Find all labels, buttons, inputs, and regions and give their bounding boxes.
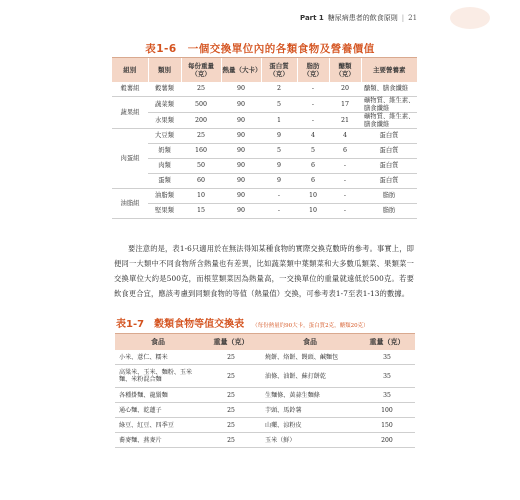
table-row xyxy=(112,204,417,219)
weight-cell: 25 xyxy=(201,418,261,433)
weight-cell: 35 xyxy=(359,350,415,365)
food-cell: 玉米（鮮） xyxy=(261,433,359,448)
fat-cell: 4 xyxy=(297,129,329,144)
category-cell: 油脂類 xyxy=(148,189,181,204)
col-header-weight-1: 重量（克） xyxy=(201,334,261,351)
table-row xyxy=(112,189,417,204)
grain-exchange-table xyxy=(115,333,415,448)
weight-cell: 25 xyxy=(201,388,261,403)
weight-cell: 200 xyxy=(359,433,415,448)
kcal-cell: 90 xyxy=(221,144,261,159)
weight-cell: 160 xyxy=(181,144,221,159)
protein-cell: - xyxy=(261,189,297,204)
nutrient-cell: 礦物質、維生素、膳食纖維 xyxy=(361,97,417,113)
table-row xyxy=(115,388,415,403)
kcal-cell: 90 xyxy=(221,97,261,113)
col-header-food-1: 食品 xyxy=(115,334,201,351)
table-row xyxy=(112,159,417,174)
table2-header-row xyxy=(115,334,415,351)
paragraph-text: 要注意的是，表1-6只適用於在無法得知某種食物的實際交換克數時的參考。事實上，即便同一大類中不同食物所含熱量也有差異，比如蔬菜類中葉類菜和大多數瓜類菜、果類菜一交換單位大約是500克，而根莖類菜因為熱量高，一交換單位的重量就遠低於500克。若要飲食更合宜，應該考慮到同類食物的等值（熱量值）交換，可參考表1-7至表1-13的數據。 xyxy=(114,244,414,298)
nutrient-cell: 脂肪 xyxy=(361,189,417,204)
nutrient-cell: 蛋白質 xyxy=(361,159,417,174)
col-header-category: 類別 xyxy=(148,58,181,83)
table2-heading xyxy=(116,315,416,330)
nutrient-cell: 蛋白質 xyxy=(361,174,417,189)
table-row xyxy=(112,144,417,159)
carb-cell: 4 xyxy=(329,129,361,144)
col-header-group: 組別 xyxy=(112,58,148,83)
weight-cell: 100 xyxy=(359,403,415,418)
table2-title: 表1-7 穀類食物等值交換表 xyxy=(116,319,245,330)
weight-cell: 50 xyxy=(181,159,221,174)
part-label: Part 1 xyxy=(300,14,324,22)
weight-cell: 25 xyxy=(181,129,221,144)
col-header-food-2: 食品 xyxy=(261,334,359,351)
page-header xyxy=(300,9,446,27)
nutrient-cell: 脂肪 xyxy=(361,204,417,219)
table-row xyxy=(112,97,417,113)
group-cell: 油脂組 xyxy=(112,189,148,219)
col-header-weight-2: 重量（克） xyxy=(359,334,415,351)
category-cell: 大豆類 xyxy=(148,129,181,144)
food-cell: 燒餅、烙餅、饅頭、鹹麵包 xyxy=(261,350,359,365)
col-header-fat: 脂肪（克） xyxy=(297,58,329,83)
section-title: 糖尿病患者的飲食原則 xyxy=(327,14,398,22)
group-cell: 蔬果組 xyxy=(112,97,148,129)
carb-cell: - xyxy=(329,204,361,219)
food-cell: 各種掛麵、龍鬚麵 xyxy=(115,388,201,403)
food-cell: 小米、薏仁、糯米 xyxy=(115,350,201,365)
table-row xyxy=(115,418,415,433)
nutrient-cell: 蛋白質 xyxy=(361,144,417,159)
weight-cell: 150 xyxy=(359,418,415,433)
table2-note: （每份熱量約90大卡，蛋白質2克，醣類20克） xyxy=(252,323,369,329)
food-cell: 芋頭、馬鈴薯 xyxy=(261,403,359,418)
carb-cell: - xyxy=(329,174,361,189)
carb-cell: - xyxy=(329,159,361,174)
food-cell: 蕎麥麵、燕麥片 xyxy=(115,433,201,448)
fat-cell: 6 xyxy=(297,159,329,174)
protein-cell: 9 xyxy=(261,159,297,174)
weight-cell: 25 xyxy=(181,82,221,97)
nutrient-cell: 蛋白質 xyxy=(361,129,417,144)
weight-cell: 35 xyxy=(359,388,415,403)
page-number: 21 xyxy=(408,14,418,22)
fat-cell: 6 xyxy=(297,174,329,189)
col-header-protein: 蛋白質（克） xyxy=(261,58,297,83)
kcal-cell: 90 xyxy=(221,113,261,129)
table1-title: 表1-6 一個交換單位內的各類食物及營養價值 xyxy=(145,43,375,55)
food-cell: 通心麵、乾蓮子 xyxy=(115,403,201,418)
category-cell: 堅果類 xyxy=(148,204,181,219)
food-cell: 生麵條、黃蒜生麵條 xyxy=(261,388,359,403)
protein-cell: 2 xyxy=(261,82,297,97)
protein-cell: 5 xyxy=(261,144,297,159)
table-row xyxy=(112,129,417,144)
decorative-badge xyxy=(450,7,490,29)
table-row xyxy=(112,113,417,129)
exchange-unit-table xyxy=(112,57,417,219)
category-cell: 蔬菜類 xyxy=(148,97,181,113)
carb-cell: 6 xyxy=(329,144,361,159)
kcal-cell: 90 xyxy=(221,174,261,189)
kcal-cell: 90 xyxy=(221,159,261,174)
carb-cell: 20 xyxy=(329,82,361,97)
category-cell: 肉類 xyxy=(148,159,181,174)
protein-cell: 9 xyxy=(261,174,297,189)
col-header-carb: 醣類（克） xyxy=(329,58,361,83)
weight-cell: 25 xyxy=(201,403,261,418)
group-cell: 肉蛋組 xyxy=(112,129,148,189)
kcal-cell: 90 xyxy=(221,189,261,204)
nutrient-cell: 礦物質、維生素、膳食纖維 xyxy=(361,113,417,129)
category-cell: 蛋類 xyxy=(148,174,181,189)
weight-cell: 200 xyxy=(181,113,221,129)
fat-cell: 10 xyxy=(297,204,329,219)
kcal-cell: 90 xyxy=(221,82,261,97)
kcal-cell: 90 xyxy=(221,204,261,219)
food-cell: 高粱米、玉米、麵粉、玉米麵、米粉混合麵 xyxy=(115,365,201,388)
weight-cell: 25 xyxy=(201,350,261,365)
protein-cell: 5 xyxy=(261,97,297,113)
food-cell: 油條、油餅、蘇打餅乾 xyxy=(261,365,359,388)
weight-cell: 25 xyxy=(201,433,261,448)
category-cell: 水果類 xyxy=(148,113,181,129)
fat-cell: 5 xyxy=(297,144,329,159)
table-row xyxy=(112,174,417,189)
group-cell: 穀薯組 xyxy=(112,82,148,97)
weight-cell: 15 xyxy=(181,204,221,219)
col-header-kcal: 熱量（大卡） xyxy=(221,58,261,83)
kcal-cell: 90 xyxy=(221,129,261,144)
carb-cell: 21 xyxy=(329,113,361,129)
table-row xyxy=(115,365,415,388)
fat-cell: - xyxy=(297,97,329,113)
food-cell: 綠豆、紅豆、四季豆 xyxy=(115,418,201,433)
carb-cell: 17 xyxy=(329,97,361,113)
protein-cell: - xyxy=(261,204,297,219)
protein-cell: 9 xyxy=(261,129,297,144)
header-divider: | xyxy=(401,14,405,22)
body-paragraph xyxy=(114,241,414,301)
col-header-weight: 每份重量（克） xyxy=(181,58,221,83)
fat-cell: - xyxy=(297,113,329,129)
col-header-nutrient: 主要營養素 xyxy=(361,58,417,83)
food-cell: 山藥、涼粉皮 xyxy=(261,418,359,433)
table-row xyxy=(115,403,415,418)
weight-cell: 25 xyxy=(201,365,261,388)
category-cell: 穀薯類 xyxy=(148,82,181,97)
weight-cell: 10 xyxy=(181,189,221,204)
weight-cell: 35 xyxy=(359,365,415,388)
table1-header-row xyxy=(112,58,417,83)
category-cell: 奶類 xyxy=(148,144,181,159)
protein-cell: 1 xyxy=(261,113,297,129)
weight-cell: 500 xyxy=(181,97,221,113)
fat-cell: - xyxy=(297,82,329,97)
nutrient-cell: 醣類、膳食纖維 xyxy=(361,82,417,97)
table-row xyxy=(115,350,415,365)
table-row xyxy=(115,433,415,448)
carb-cell: - xyxy=(329,189,361,204)
table-row xyxy=(112,82,417,97)
fat-cell: 10 xyxy=(297,189,329,204)
weight-cell: 60 xyxy=(181,174,221,189)
